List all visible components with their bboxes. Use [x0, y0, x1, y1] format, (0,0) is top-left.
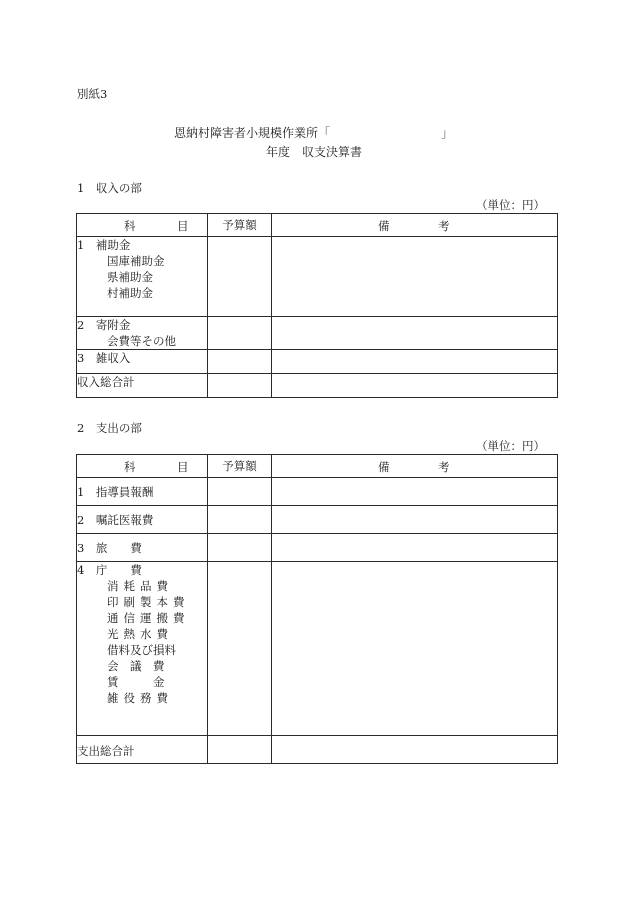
budget-cell[interactable]: [208, 562, 272, 736]
document-subtitle: 年度 収支決算書: [266, 145, 363, 159]
remarks-cell[interactable]: [272, 534, 558, 562]
remarks-cell[interactable]: [272, 237, 558, 317]
budget-cell[interactable]: [208, 350, 272, 374]
remarks-cell[interactable]: [272, 350, 558, 374]
remarks-cell[interactable]: [272, 506, 558, 534]
budget-header: 予算額: [208, 455, 272, 478]
expense-total-label: 支出総合計: [77, 736, 208, 764]
expense-item-travel: 3 旅 費: [77, 534, 208, 562]
table-row: [77, 350, 558, 374]
remarks-cell[interactable]: [272, 374, 558, 398]
budget-cell[interactable]: [208, 237, 272, 317]
remarks-cell[interactable]: [272, 562, 558, 736]
income-item-misc: 3 雑収入: [77, 350, 208, 374]
table-row: [77, 562, 558, 736]
document-title: 恩納村障害者小規模作業所「: [174, 126, 331, 140]
table-row: [77, 478, 558, 506]
subject-header: 科 目: [77, 455, 208, 478]
expense-header-row: [77, 455, 558, 478]
remarks-cell[interactable]: [272, 478, 558, 506]
budget-cell[interactable]: [208, 736, 272, 764]
table-row: [77, 506, 558, 534]
income-table: [76, 213, 558, 398]
income-total-label: 収入総合計: [77, 374, 208, 398]
table-row: [77, 317, 558, 350]
expense-table: [76, 454, 558, 764]
budget-cell[interactable]: [208, 478, 272, 506]
remarks-cell[interactable]: [272, 736, 558, 764]
budget-cell[interactable]: [208, 506, 272, 534]
income-item-donation: 2 寄附金 会費等その他: [77, 317, 208, 350]
expense-item-office: 4 庁 費 消耗品費 印刷製本費 通信運搬費 光熱水費 借料及び損料 会 議 費 賃 金 雑役務費: [77, 562, 208, 736]
document-label: 別紙3: [77, 87, 108, 101]
budget-cell[interactable]: [208, 317, 272, 350]
income-header-row: [77, 214, 558, 237]
income-unit-label: （単位：円）: [476, 198, 545, 212]
table-row: [77, 736, 558, 764]
income-item-subsidy: 1 補助金 国庫補助金 県補助金 村補助金: [77, 237, 208, 317]
subject-header: 科 目: [77, 214, 208, 237]
remarks-cell[interactable]: [272, 317, 558, 350]
income-section-title: 1 収入の部: [77, 181, 142, 195]
expense-section-title: 2 支出の部: [77, 421, 142, 435]
budget-header: 予算額: [208, 214, 272, 237]
title-bracket-close: 」: [441, 126, 454, 140]
budget-cell[interactable]: [208, 534, 272, 562]
expense-item-instructor: 1 指導員報酬: [77, 478, 208, 506]
table-row: [77, 374, 558, 398]
budget-cell[interactable]: [208, 374, 272, 398]
expense-unit-label: （単位：円）: [476, 439, 545, 453]
remarks-header: 備 考: [272, 214, 558, 237]
table-row: [77, 534, 558, 562]
table-row: [77, 237, 558, 317]
remarks-header: 備 考: [272, 455, 558, 478]
expense-item-doctor: 2 嘱託医報費: [77, 506, 208, 534]
